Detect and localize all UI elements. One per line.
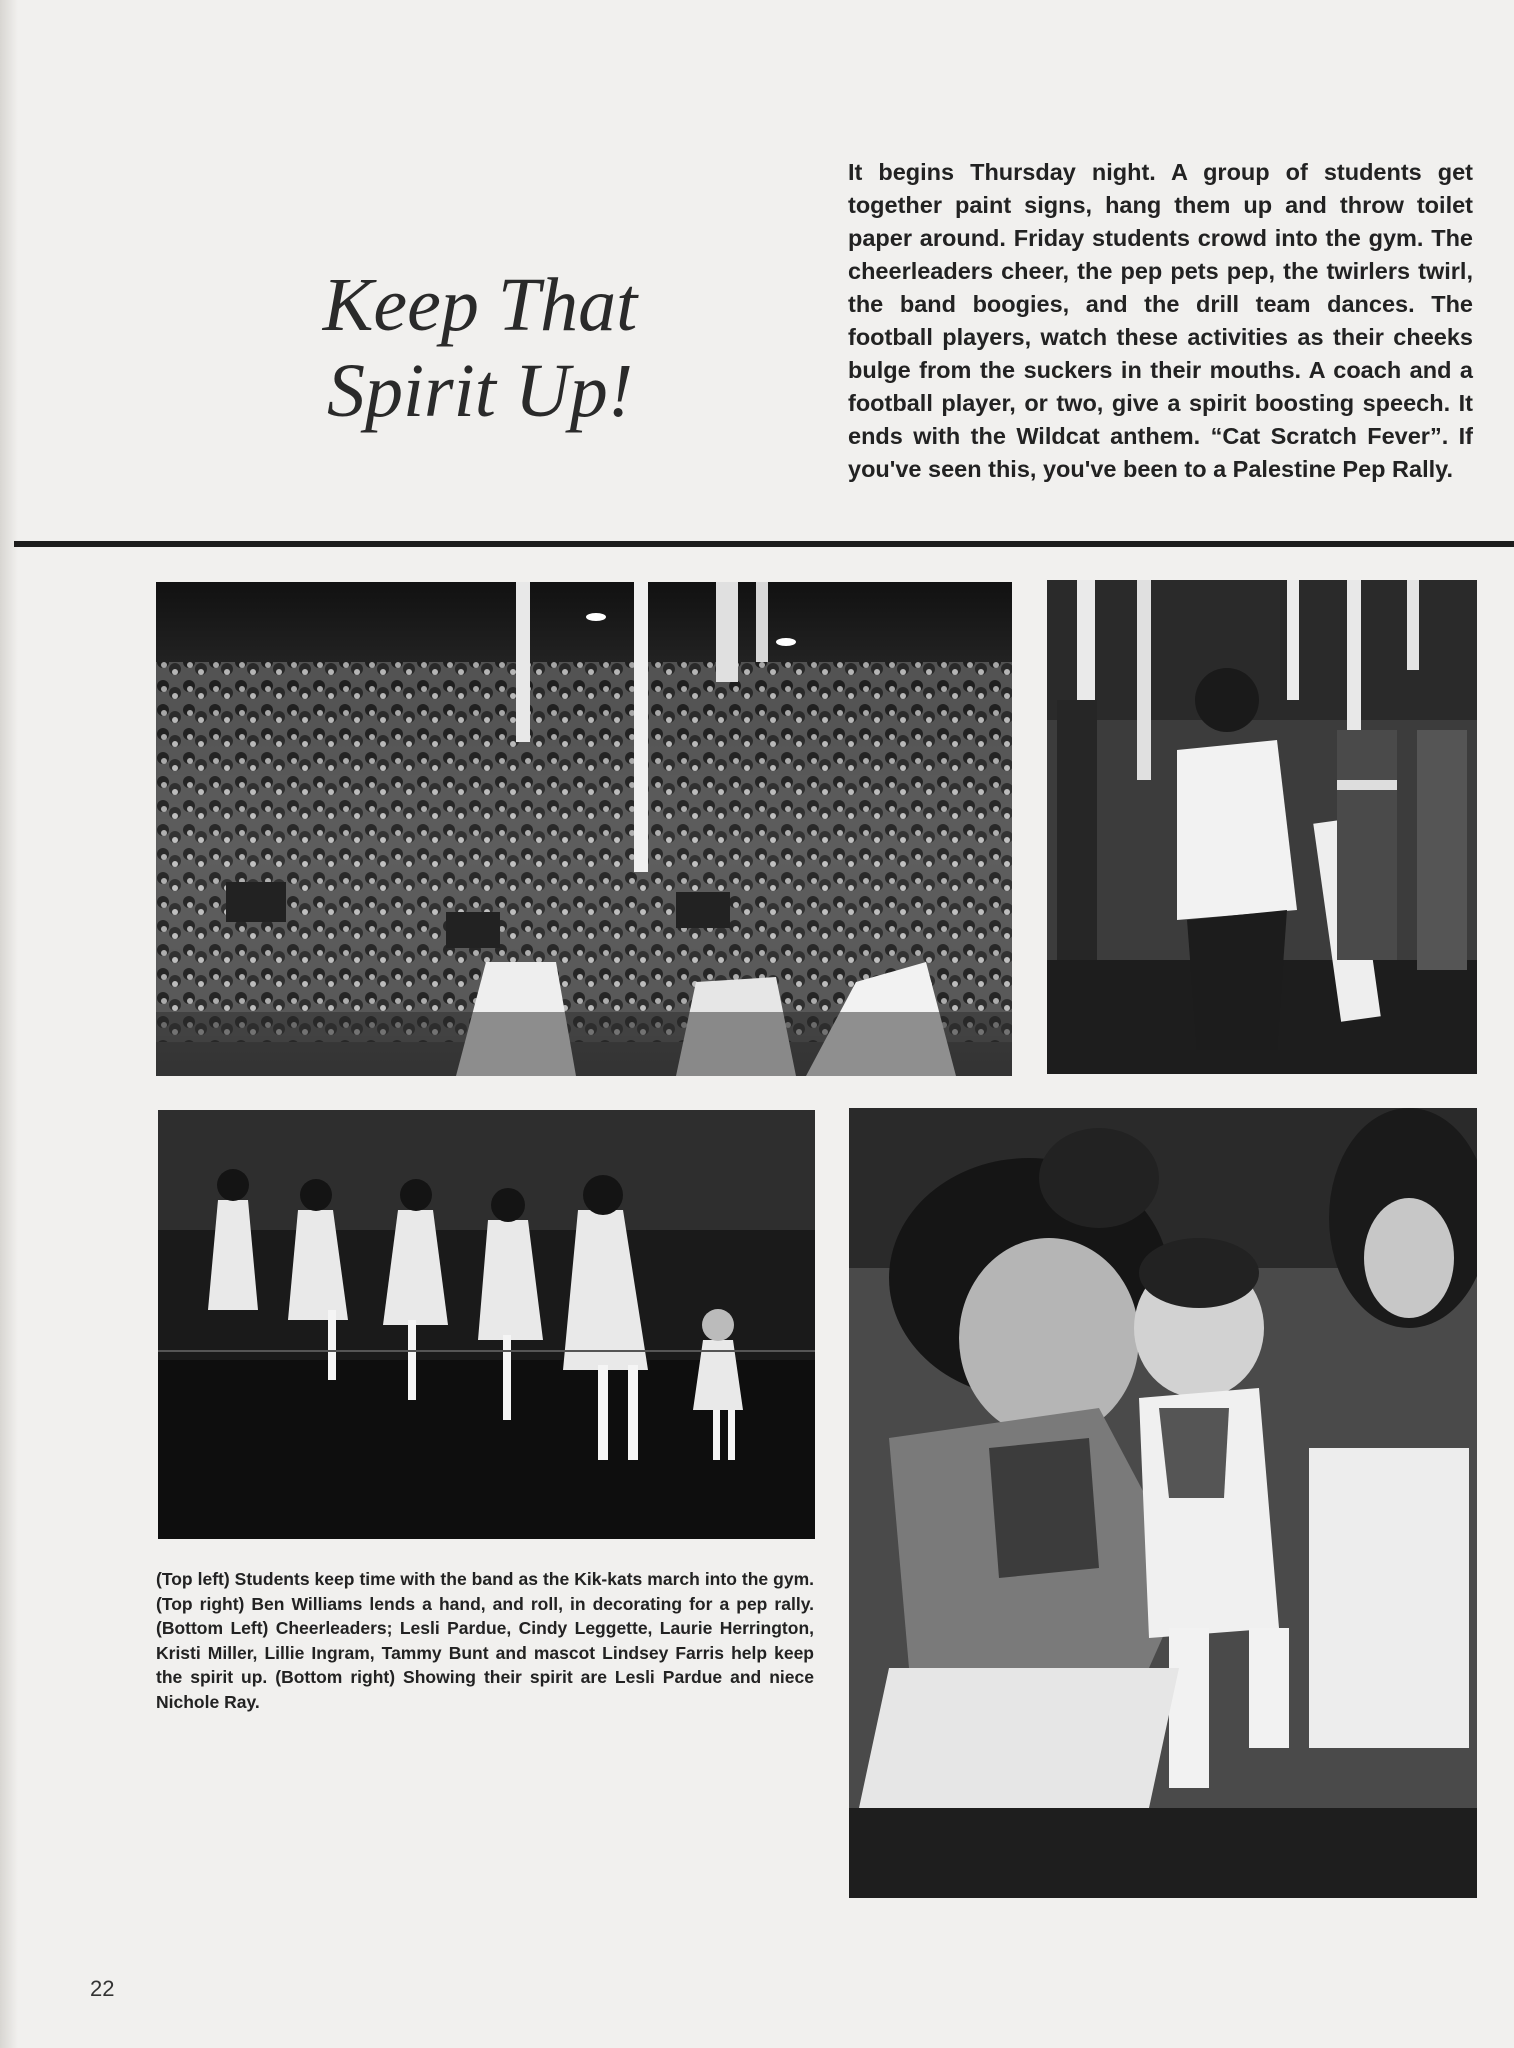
section-divider	[14, 541, 1514, 547]
page-title	[270, 262, 690, 434]
title-line-2: Spirit Up!	[326, 349, 634, 433]
page-number: 22	[90, 1976, 115, 2001]
title-line-1: Keep That	[322, 263, 638, 347]
decorating-photo	[1047, 580, 1477, 1074]
gym-crowd-photo	[156, 582, 1012, 1076]
page-edge-shadow	[0, 0, 18, 2048]
spirit-photo	[849, 1108, 1477, 1898]
photo-caption: (Top left) Students keep time with the band as the Kik-kats march into the gym. (Top right) Ben Williams lends a hand, and roll, in decorating for a pep rally. (Bottom Left) Cheerleaders; Lesli Pardue, Cindy Leggette, Laurie Herrington, Kristi Miller, Lillie Ingram, Tammy Bunt and mascot Lindsey Farris help keep the spirit up. (Bottom right) Showing their spirit are Lesli Pardue and niece Nichole Ray.	[156, 1569, 814, 1712]
cheerleaders-photo	[158, 1110, 815, 1539]
intro-paragraph: It begins Thursday night. A group of students get together paint signs, hang them up and throw toilet paper around. Friday students crowd into the gym. The cheerleaders cheer, the pep pets pep, the twirlers twirl, the band boogies, and the drill team dances. The football players, watch these activities as their cheeks bulge from the suckers in their mouths. A coach and a football player, or two, give a spirit boosting speech. It ends with the Wildcat anthem. “Cat Scratch Fever”. If you've seen this, you've been to a Palestine Pep Rally.	[848, 159, 1473, 482]
